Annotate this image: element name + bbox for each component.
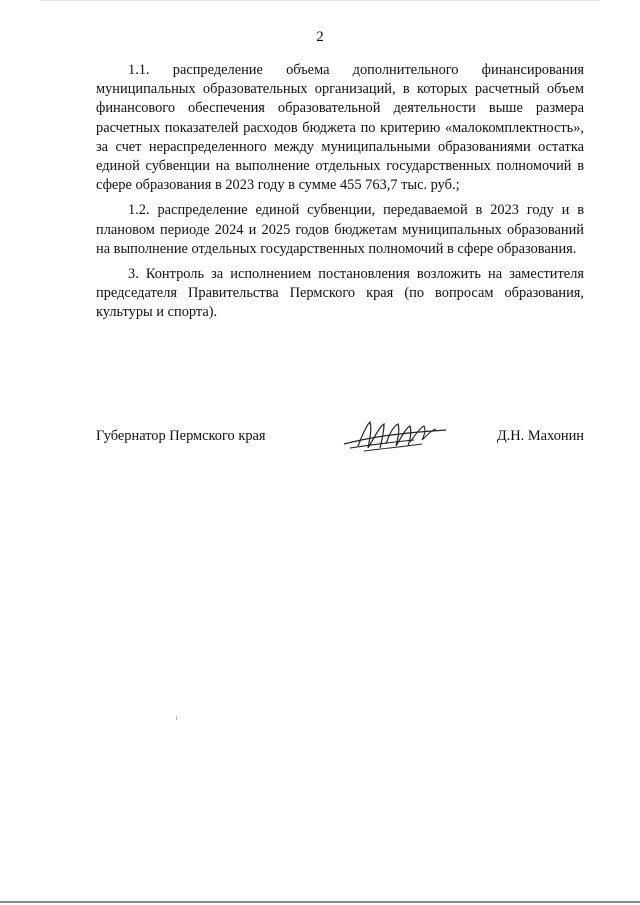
scan-speck — [176, 716, 177, 720]
scan-bottom-edge — [0, 901, 640, 903]
paragraph-1-2: 1.2. распределение единой субвенции, передаваемой в 2023 году и в плановом периоде 2024 и 2025 годов бюджетам муниципальных образований на выполнение отдельных государственных полномочий в сфере образования. — [96, 202, 584, 257]
signer-position: Губернатор Пермского края — [96, 428, 266, 444]
signature-block — [96, 418, 584, 458]
handwritten-signature-icon — [340, 418, 450, 454]
paragraph-1-1: 1.1. распределение объема дополнительного финансирования муниципальных образовательных организаций, в которых расчетный объем финансового обеспечения образовательной деятельности выше размера расчетных показателей расходов бюджета по критерию «малокомплектность», за счет нераспределенного между муниципальными образованиями остатка единой субвенции на выполнение отдельных государственных полномочий в сфере образования в 2023 году в сумме 455 763,7 тыс. руб.; — [96, 62, 584, 194]
page-number: 2 — [316, 29, 324, 45]
document-body — [96, 61, 584, 323]
scan-top-edge — [40, 0, 600, 1]
paragraph-3: 3. Контроль за исполнением постановления возложить на заместителя председателя Правительства Пермского края (по вопросам образования, культуры и спорта). — [96, 266, 584, 321]
signer-name: Д.Н. Махонин — [496, 428, 584, 444]
